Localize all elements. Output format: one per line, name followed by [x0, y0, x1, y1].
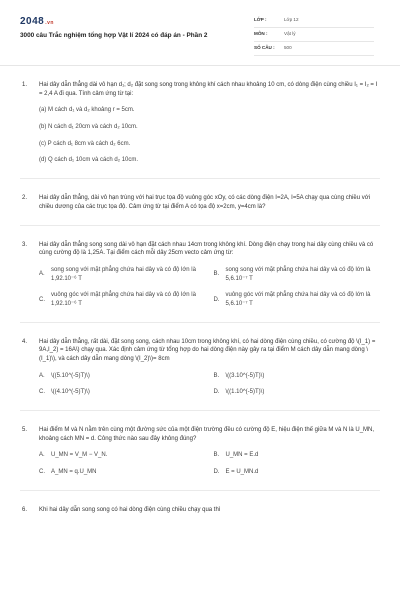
document-title: 3000 câu Trắc nghiệm tổng hợp Vật lí 2024 có đáp án - Phần 2 — [20, 32, 208, 39]
option-d[interactable]: D. vuông góc với mặt phẳng chứa hai dây và có độ lớn là 5,6.10⁻⁷ T — [213, 292, 371, 307]
question-text: Hai điểm M và N nằm trên cùng một đường sức của một điện trường đều có cường độ E, hiệu điện thế giữa M và N là U_MN, khoảng cách MN = d. Công thức nào sau đây không đúng? — [39, 427, 375, 442]
question-2: 2. Hai dây dẫn thẳng, dài vô hạn trùng với hai trục tọa độ vuông góc xOy, có các dòng điện I=2A, I=5A chạy qua cùng chiều với chiều dương của các trục tọa độ. Cảm ứng từ tại điểm A có tọa độ x=2cm, y=4cm là? — [20, 179, 380, 225]
meta-count-row: SỐ CÂU : 500 — [254, 42, 374, 56]
document-meta — [254, 14, 374, 56]
option-c[interactable]: C. A_MN = q.U_MN — [39, 469, 97, 476]
question-4: 4. Hai dây dẫn thẳng, rất dài, đặt song song, cách nhau 10cm trong không khí, có hai dòng điện cùng chiều, có cường độ \(I_1) = 9A,I_2) = 16A\) chạy qua. Xác định cảm ứng từ tổng hợp do hai dòng điện này gây ra tại điểm M cách dây dẫn mang dòng \(I_1)\), và cách dây dẫn mang dòng \(I_2)\)= 8cm A. \((5.10^(-5)T)\) B. \((3.10^(-5)T)\) C. \((4.10^(-5)T)\) D. \((1.10^(-5)T)\) — [20, 323, 380, 411]
meta-class-row: LỚP : Lớp 12 — [254, 14, 374, 28]
question-5: 5. Hai điểm M và N nằm trên cùng một đường sức của một điện trường đều có cường độ E, hiệu điện thế giữa M và N là U_MN, khoảng cách MN = d. Công thức nào sau đây không đúng? A. U_MN = V_M − V_N. B. U_MN = E.d C. A_MN = q.U_MN D. E = U_MN.d — [20, 411, 380, 491]
question-text: Hai dây dẫn thẳng, rất dài, đặt song song, cách nhau 10cm trong không khí, có hai dòng điện cùng chiều, có cường độ \(I_1) = 9A,I_2) = 16A\) chạy qua. Xác định cảm ứng từ tổng hợp do hai dòng điện này gây ra tại điểm M cách dây dẫn mang dòng \(I_1)\), và cách dây dẫn mang dòng \(I_2)\)= 8cm — [39, 338, 376, 362]
option-b[interactable]: B. U_MN = E.d — [213, 452, 259, 459]
question-3: 3. Hai dây dẫn thẳng song song dài vô hạn đặt cách nhau 14cm trong không khí. Dòng điện chạy trong hai dây cùng chiều và có cùng cường độ là 1,25A. Tại điểm cách mỗi dây 25cm vecto cảm ứng từ: A. song song với mặt phẳng chứa hai dây và có độ lớn là 1,92.10⁻⁶ T B. song song với mặt phẳng chứa hai dây và có độ lớn là 5,6.10⁻⁷ T C. vuông góc với mặt phẳng chứa hai dây và có độ lớn là 1,92.10⁻⁶ T D. vuông góc với mặt phẳng chứa hai dây và có độ lớn là 5,6.10⁻⁷ T — [20, 226, 380, 323]
option-d[interactable]: D. \((1.10^(-5)T)\) — [213, 389, 265, 396]
document-header — [0, 0, 400, 66]
option-a[interactable]: A. U_MN = V_M − V_N. — [39, 452, 108, 459]
option-a[interactable]: (a) M cách d₁ và d₂ khoảng r = 5cm. — [39, 107, 135, 114]
option-b[interactable]: B. \((3.10^(-5)T)\) — [213, 372, 265, 379]
option-b[interactable]: B. song song với mặt phẳng chứa hai dây và có độ lớn là 5,6.10⁻⁷ T — [213, 266, 371, 282]
option-c[interactable]: C. vuông góc với mặt phẳng chứa hai dây và có độ lớn là 1,92.10⁻⁶ T — [39, 292, 196, 307]
option-a[interactable]: A. \((5.10^(-5)T)\) — [39, 372, 90, 379]
question-text: Hai dây dẫn thẳng, dài vô hạn trùng với hai trục tọa độ vuông góc xOy, có các dòng điện I=2A, I=5A chạy qua cùng chiều với chiều dương của các trục tọa độ. Cảm ứng từ tại điểm A có tọa độ x=2cm, y=4cm là? — [39, 195, 370, 210]
option-c[interactable]: (c) P cách d₁ 8cm và cách d₂ 6cm. — [39, 140, 131, 147]
question-text: Khi hai dây dẫn song song có hai dòng điện cùng chiều chạy qua thì — [39, 506, 221, 513]
option-b[interactable]: (b) N cách d₁ 20cm và cách d₂ 10cm. — [39, 124, 138, 131]
question-6: 6. Khi hai dây dẫn song song có hai dòng điện cùng chiều chạy qua thì — [20, 491, 380, 528]
option-d[interactable]: (d) Q cách d₁ 10cm và cách d₂ 10cm. — [39, 157, 139, 164]
option-a[interactable]: A. song song với mặt phẳng chứa hai dây và có độ lớn là 1,92.10⁻⁶ T — [39, 266, 196, 282]
site-logo[interactable]: 2048.vn — [20, 16, 54, 27]
option-c[interactable]: C. \((4.10^(-5)T)\) — [39, 389, 90, 396]
question-1: 1. Hai dây dẫn thẳng dài vô hạn d₁; d₂ đặt song song trong không khí cách nhau khoảng 10 cm, có dòng điện cùng chiều I₁ = I₂ = I = 2,4 A đi qua. Tính cảm ứng từ tại: (a) M cách d₁ và d₂ khoảng r = 5cm. (b) N cách d₁ 20cm và cách d₂ 10cm. (c) P cách d₁ 8cm và cách d₂ 6cm. (d) Q cách d₁ 10cm và cách d₂ 10cm. — [20, 66, 380, 179]
question-text: Hai dây dẫn thẳng song song dài vô hạn đặt cách nhau 14cm trong không khí. Dòng điện chạy trong hai dây cùng chiều và có cùng cường độ là 1,25A. Tại điểm cách mỗi dây 25cm vecto cảm ứng từ: — [39, 241, 374, 257]
option-d[interactable]: D. E = U_MN.d — [213, 469, 259, 476]
meta-subject-row: MÔN : Vật lý — [254, 28, 374, 42]
question-list — [0, 66, 400, 528]
question-text: Hai dây dẫn thẳng dài vô hạn d₁; d₂ đặt song song trong không khí cách nhau khoảng 10 cm, có dòng điện cùng chiều I₁ = I₂ = I = 2,4 A đi qua. Tính cảm ứng từ tại: — [39, 82, 378, 97]
